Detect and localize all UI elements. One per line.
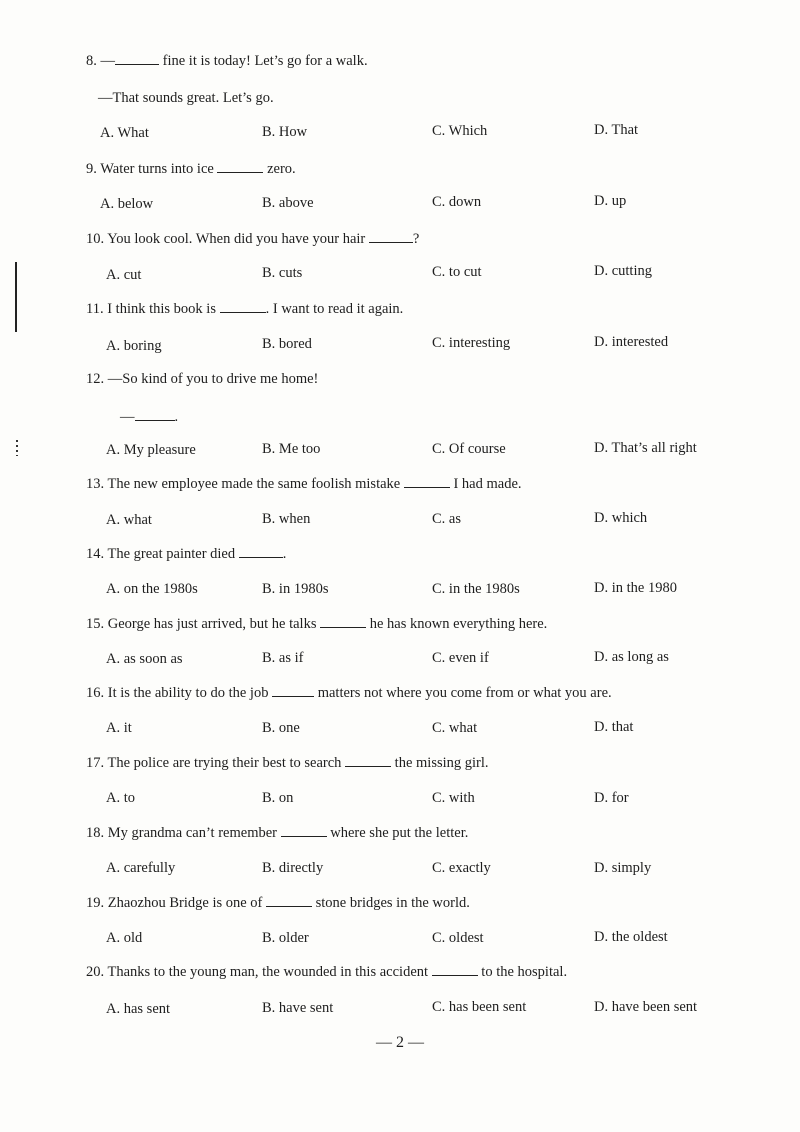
answer-blank <box>272 684 314 697</box>
answer-blank <box>320 615 366 628</box>
question-18-option-b[interactable]: B. directly <box>262 860 324 876</box>
question-17-option-c[interactable]: C. with <box>432 790 475 806</box>
question-13-option-b[interactable]: B. when <box>262 511 311 527</box>
answer-blank <box>220 300 266 313</box>
question-8-option-d[interactable]: D. That <box>594 122 639 138</box>
stem-text: 12. —So kind of you to drive me home! <box>86 371 319 387</box>
answer-blank <box>239 545 283 558</box>
question-9-option-d[interactable]: D. up <box>594 193 627 209</box>
question-12-option-c[interactable]: C. Of course <box>432 441 506 457</box>
stem-text: 16. It is the ability to do the job <box>86 685 273 701</box>
stem-text: fine it is today! Let’s go for a walk. <box>159 53 368 69</box>
stem-text: he has known everything here. <box>366 616 548 632</box>
stem-text: to the hospital. <box>477 964 568 980</box>
question-11-option-a[interactable]: A. boring <box>106 338 162 354</box>
question-13-option-a[interactable]: A. what <box>106 512 152 528</box>
question-16-stem <box>86 684 612 702</box>
stem-text: 14. The great painter died <box>86 546 239 562</box>
answer-blank <box>266 894 312 907</box>
question-12-reply <box>120 408 178 426</box>
stem-text: 20. Thanks to the young man, the wounded in this accident <box>86 964 432 980</box>
question-14-option-a[interactable]: A. on the 1980s <box>106 581 198 597</box>
question-15-option-d[interactable]: D. as long as <box>594 649 669 665</box>
margin-mark-dots <box>16 440 18 456</box>
answer-blank <box>281 824 327 837</box>
question-19-stem <box>86 894 470 912</box>
question-19-option-c[interactable]: C. oldest <box>432 930 484 946</box>
question-16-option-b[interactable]: B. one <box>262 720 300 736</box>
stem-text: . I want to read it again. <box>265 301 404 317</box>
stem-text: 19. Zhaozhou Bridge is one of <box>86 895 267 911</box>
question-15-stem <box>86 615 547 633</box>
question-16-option-d[interactable]: D. that <box>594 719 634 735</box>
question-17-stem <box>86 754 489 772</box>
stem-text: 18. My grandma can’t remember <box>86 825 281 841</box>
question-15-option-c[interactable]: C. even if <box>432 650 489 666</box>
question-20-option-d[interactable]: D. have been sent <box>594 999 698 1015</box>
answer-blank <box>369 230 413 243</box>
stem-text: zero. <box>263 161 296 177</box>
question-17-option-b[interactable]: B. on <box>262 790 294 806</box>
stem-text: matters not where you come from or what you are. <box>314 685 612 701</box>
question-15-option-a[interactable]: A. as soon as <box>106 651 183 667</box>
stem-text: 13. The new employee made the same foolish mistake <box>86 476 404 492</box>
question-8-reply: —That sounds great. Let’s go. <box>98 90 274 106</box>
question-17-option-d[interactable]: D. for <box>594 790 629 806</box>
question-10-option-a[interactable]: A. cut <box>106 267 142 283</box>
answer-blank <box>217 160 263 173</box>
question-17-option-a[interactable]: A. to <box>106 790 135 806</box>
question-14-option-c[interactable]: C. in the 1980s <box>432 581 520 597</box>
stem-text: where she put the letter. <box>326 825 469 841</box>
stem-text: the missing girl. <box>391 755 489 771</box>
question-14-option-b[interactable]: B. in 1980s <box>262 581 329 597</box>
stem-text: 17. The police are trying their best to search <box>86 755 346 771</box>
question-18-option-c[interactable]: C. exactly <box>432 860 491 876</box>
question-20-option-a[interactable]: A. has sent <box>106 1001 171 1017</box>
question-12-option-d[interactable]: D. That’s all right <box>594 440 697 456</box>
question-11-option-d[interactable]: D. interested <box>594 334 669 350</box>
question-20-option-b[interactable]: B. have sent <box>262 1000 334 1016</box>
question-12-option-b[interactable]: B. Me too <box>262 441 321 457</box>
question-10-option-c[interactable]: C. to cut <box>432 264 482 280</box>
question-14-stem <box>86 545 286 563</box>
question-9-option-c[interactable]: C. down <box>432 194 482 210</box>
stem-text: 15. George has just arrived, but he talks <box>86 616 321 632</box>
question-18-option-a[interactable]: A. carefully <box>106 860 176 876</box>
question-13-option-c[interactable]: C. as <box>432 511 461 527</box>
answer-blank <box>345 754 391 767</box>
question-11-option-b[interactable]: B. bored <box>262 336 312 352</box>
question-16-option-c[interactable]: C. what <box>432 720 478 736</box>
question-13-stem <box>86 475 522 493</box>
stem-text: I had made. <box>449 476 522 492</box>
question-20-stem <box>86 963 567 981</box>
question-8-option-a[interactable]: A. What <box>100 125 149 141</box>
question-13-option-d[interactable]: D. which <box>594 510 648 526</box>
stem-text: 9. Water turns into ice <box>86 161 218 177</box>
question-19-option-d[interactable]: D. the oldest <box>594 929 668 945</box>
reply-dash: — <box>120 409 135 425</box>
question-15-option-b[interactable]: B. as if <box>262 650 304 666</box>
reply-period: . <box>174 409 179 425</box>
question-9-option-b[interactable]: B. above <box>262 195 314 211</box>
question-10-option-b[interactable]: B. cuts <box>262 265 303 281</box>
question-19-option-b[interactable]: B. older <box>262 930 309 946</box>
question-14-option-d[interactable]: D. in the 1980 <box>594 580 677 596</box>
question-9-option-a[interactable]: A. below <box>100 196 154 212</box>
question-10-stem <box>86 230 419 248</box>
stem-text: 11. I think this book is <box>86 301 220 317</box>
question-8-option-c[interactable]: C. Which <box>432 123 488 139</box>
question-16-option-a[interactable]: A. it <box>106 720 132 736</box>
question-10-option-d[interactable]: D. cutting <box>594 263 652 279</box>
stem-text: stone bridges in the world. <box>312 895 470 911</box>
question-11-option-c[interactable]: C. interesting <box>432 335 511 351</box>
question-12-stem <box>86 370 318 388</box>
question-12-option-a[interactable]: A. My pleasure <box>106 442 196 458</box>
stem-text: ? <box>412 231 420 247</box>
stem-text: 10. You look cool. When did you have your hair <box>86 231 369 247</box>
question-19-option-a[interactable]: A. old <box>106 930 143 946</box>
page-number: — 2 — <box>376 1034 424 1051</box>
answer-blank <box>115 52 159 65</box>
question-11-stem <box>86 300 403 318</box>
margin-mark-top <box>15 262 17 332</box>
question-8-stem <box>86 52 368 70</box>
stem-text: 8. — <box>86 53 115 69</box>
question-9-stem <box>86 160 296 178</box>
answer-blank <box>135 408 175 421</box>
answer-blank <box>432 963 478 976</box>
question-18-stem <box>86 824 468 842</box>
question-20-option-c[interactable]: C. has been sent <box>432 999 527 1015</box>
question-18-option-d[interactable]: D. simply <box>594 860 652 876</box>
answer-blank <box>404 475 450 488</box>
question-8-option-b[interactable]: B. How <box>262 124 308 140</box>
stem-text: . <box>282 546 287 562</box>
